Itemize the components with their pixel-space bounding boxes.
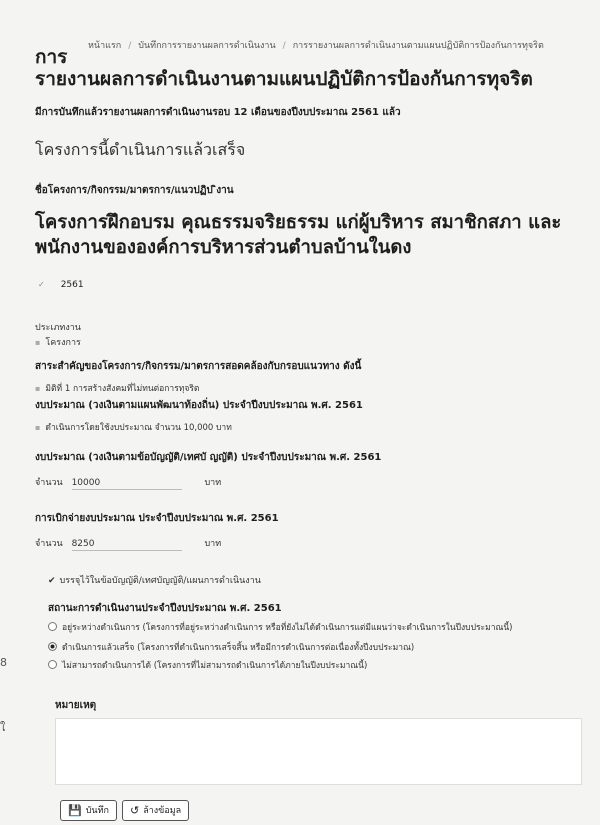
project-name-line1: โครงการฝึกอบรม คุณธรรมจริยธรรม แก่ผู้บริหาร สมาชิกสภา และ	[35, 212, 562, 233]
report-notice: มีการบันทึกแล้วรายงานผลการดำเนินงานรอบ 12 เดือนของปีงบประมาณ 2561 แล้ว	[35, 107, 401, 118]
unit-label: บาท	[204, 478, 222, 488]
breadcrumb	[88, 38, 544, 52]
margin-mark: ใ	[0, 721, 6, 734]
status-option-completed[interactable]	[48, 640, 414, 654]
included-in-plan-checkbox[interactable]	[48, 573, 261, 587]
essence-text: มิติที่ 1 การสร้างสังคมที่ไม่ทนต่อการทุจริต	[45, 384, 200, 394]
essence-value	[35, 381, 199, 395]
radio-unselected-icon	[48, 622, 57, 631]
save-button-label: บันทึก	[85, 806, 109, 816]
local-plan-budget-text: ดำเนินการโดยใช้งบประมาณ จำนวน 10,000 บาท	[45, 423, 232, 433]
remarks-textarea[interactable]	[55, 718, 582, 785]
status-option-unable[interactable]	[48, 658, 367, 672]
bullet-icon: ▪	[35, 423, 41, 432]
checkbox-checked-icon: ✔	[48, 576, 56, 586]
status-option-label: อยู่ระหว่างดำเนินการ (โครงการที่อยู่ระหว่างดำเนินการ หรือที่ยังไม่ได้ดำเนินการแต่มีแผนว่าจะดำเนินการในปีงบประมาณนี้)	[62, 623, 513, 633]
amount-label: จำนวน	[35, 539, 63, 549]
included-in-plan-label: บรรจุไว้ในข้อบัญญัติ/เทศบัญญัติ/แผนการดำเนินงาน	[59, 576, 261, 586]
project-type-label: ประเภทงาน	[35, 323, 81, 333]
ordinance-amount-row	[35, 475, 221, 490]
undo-icon: ↺	[130, 804, 140, 817]
project-type-text: โครงการ	[45, 338, 81, 348]
margin-mark: 8	[0, 656, 7, 669]
page-title-prefix: การ	[35, 46, 68, 68]
status-label: สถานะการดำเนินงานประจำปีงบประมาณ พ.ศ. 2561	[48, 603, 282, 614]
amount-label: จำนวน	[35, 478, 63, 488]
radio-selected-icon	[48, 642, 57, 651]
status-option-label: ไม่สามารถดำเนินการได้ (โครงการที่ไม่สามารถดำเนินการได้ภายในปีงบประมาณนี้)	[62, 661, 368, 671]
disbursed-amount-field[interactable]: 8250	[72, 539, 182, 551]
breadcrumb-current: การรายงานผลการดำเนินงานตามแผนปฏิบัติการป้องกันการทุจริต	[292, 41, 544, 51]
ordinance-amount-field[interactable]: 10000	[72, 478, 182, 490]
status-option-in-progress[interactable]	[48, 620, 512, 634]
project-name	[35, 210, 580, 260]
breadcrumb-home[interactable]: หน้าแรก	[88, 41, 122, 51]
status-option-label: ดำเนินการแล้วเสร็จ (โครงการที่ดำเนินการเสร็จสิ้น หรือมีการดำเนินการต่อเนื่องทั้งปีงบประมาณ)	[62, 643, 415, 653]
project-status-heading: โครงการนี้ดำเนินการแล้วเสร็จ	[35, 140, 246, 159]
ordinance-budget-label: งบประมาณ (วงเงินตามข้อบัญญัติ/เทศบั ญญัติ) ประจำปีงบประมาณ พ.ศ. 2561	[35, 452, 382, 463]
radio-unselected-icon	[48, 660, 57, 669]
breadcrumb-report-records[interactable]: บันทึกการรายงานผลการดำเนินงาน	[138, 41, 276, 51]
breadcrumb-separator: /	[282, 41, 286, 51]
reset-button[interactable]	[122, 800, 189, 821]
checkmark-icon: ✓	[38, 280, 45, 289]
project-type-value	[35, 335, 81, 349]
bullet-icon: ▪	[35, 338, 41, 347]
project-name-line2: พนักงานขององค์การบริหารส่วนตำบลบ้านในดง	[35, 237, 412, 258]
essence-label: สาระสำคัญของโครงการ/กิจกรรม/มาตรการสอดคล้องกับกรอบแนวทาง ดังนี้	[35, 361, 362, 372]
fiscal-year-row	[38, 280, 84, 290]
breadcrumb-separator: /	[128, 41, 132, 51]
fiscal-year-value: 2561	[60, 280, 84, 290]
floppy-disk-icon: 💾	[68, 804, 82, 817]
remarks-label: หมายเหตุ	[55, 700, 97, 711]
local-plan-budget-label: งบประมาณ (วงเงินตามแผนพัฒนาท้องถิ่น) ประจำปีงบประมาณ พ.ศ. 2561	[35, 400, 363, 411]
save-button[interactable]	[60, 800, 117, 821]
page-title: รายงานผลการดำเนินงานตามแผนปฏิบัติการป้องกันการทุจริต	[35, 68, 533, 90]
disbursed-amount-row	[35, 536, 221, 551]
disbursed-budget-label: การเบิกจ่ายงบประมาณ ประจำปีงบประมาณ พ.ศ. 2561	[35, 513, 279, 524]
bullet-icon: ▪	[35, 384, 41, 393]
unit-label: บาท	[204, 539, 222, 549]
project-name-label: ชื่อโครงการ/กิจกรรม/มาตรการ/แนวปฏิบ ิงาน	[35, 185, 234, 196]
reset-button-label: ล้างข้อมูล	[143, 806, 182, 816]
local-plan-budget-value	[35, 420, 232, 434]
